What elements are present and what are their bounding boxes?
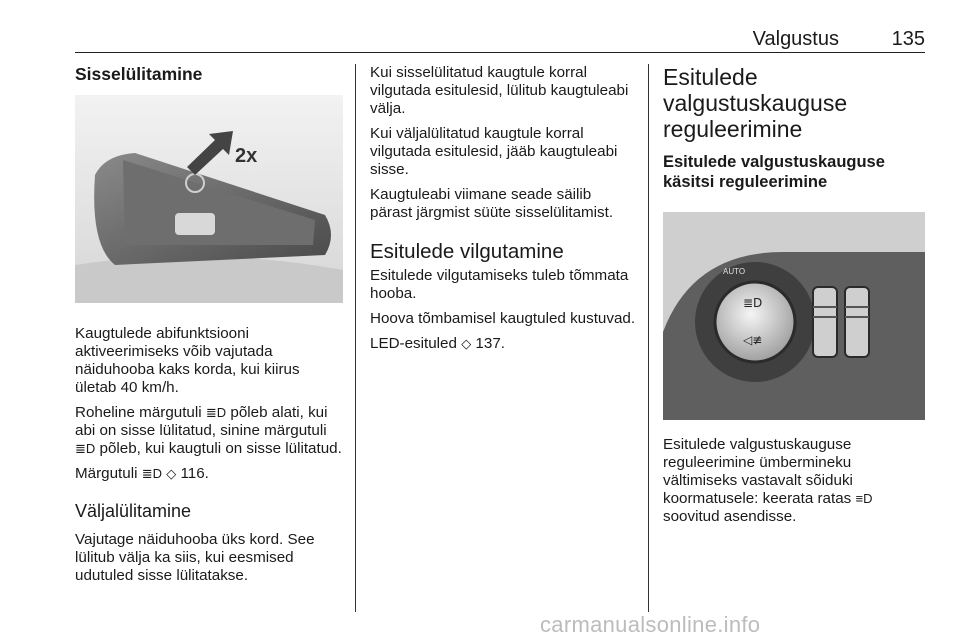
page-reference-icon: ◇ [166, 466, 177, 481]
column-3 [663, 64, 925, 533]
heading-valjalulitamine: Väljalülitamine [75, 501, 192, 521]
page-number: 135 [891, 28, 925, 50]
headlight-range-icon: ≡D [855, 491, 873, 506]
paragraph [75, 465, 343, 483]
paragraph: Kaugtuleabi viimane seade säilib pärast järgmist süüte sisselülitamist. [370, 186, 614, 221]
paragraph: Hoova tõmbamisel kaugtuled kustuvad. [370, 310, 636, 327]
high-beam-assist-icon: ≣D [141, 466, 162, 481]
text-run: põleb, kui kaugtuli on sisse lülitatud. [99, 440, 342, 457]
text-run: Märgutuli [75, 465, 138, 482]
paragraph [75, 404, 343, 458]
page-reference-icon: ◇ [461, 336, 472, 351]
text-run: 116. [180, 465, 209, 482]
text-run: 137. [475, 335, 505, 352]
column-1 [75, 64, 343, 592]
paragraph [370, 335, 636, 353]
text-run: Roheline märgutuli [75, 404, 202, 421]
high-beam-assist-icon: ≣D [205, 405, 227, 420]
column-2 [370, 64, 636, 360]
switch-auto-label: AUTO [723, 267, 746, 276]
light-switch-figure [663, 212, 925, 420]
heading-sisselulitamine: Sisselülitamine [75, 64, 203, 84]
text-run: Esitulede valgustuskauguse reguleerimine ümbermineku vältimiseks vastavalt sõiduki koormatusele: keerata ratas [663, 436, 853, 507]
paragraph: Kui väljalülitatud kaugtule korral vilgutada esitulesid, jääb kaugtuleabi sisse. [370, 125, 618, 178]
paragraph: Esitulede vilgutamiseks tuleb tõmmata hooba. [370, 267, 629, 302]
heading-valgustuskauguse-reguleerimine: Esitulede valgustuskauguse reguleerimine [663, 64, 848, 142]
text-run: soovitud asendisse. [663, 508, 797, 525]
text-run: LED-esituled [370, 335, 457, 352]
column-divider [355, 64, 356, 612]
watermark: carmanualsonline.info [540, 612, 761, 637]
paragraph: Kui sisselülitatud kaugtule korral vilgutada esitulesid, lülitub kaugtuleabi välja. [370, 64, 629, 117]
paragraph: Vajutage näiduhooba üks kord. See lülitub välja ka siis, kui eesmised udutuled sisse lülitatakse. [75, 531, 315, 584]
high-beam-icon: ≣D [75, 441, 96, 456]
section-title: Valgustus [752, 28, 839, 50]
stalk-figure [75, 95, 343, 303]
svg-text:≣D: ≣D [743, 296, 763, 310]
heading-esitulede-vilgutamine: Esitulede vilgutamine [370, 240, 564, 263]
svg-text:◁≢: ◁≢ [743, 333, 763, 347]
subheading-kasitsi: Esitulede valgustuskauguse käsitsi reguleerimine [663, 153, 885, 191]
column-divider [648, 64, 649, 612]
paragraph: Kaugtulede abifunktsiooni aktiveerimiseks võib vajutada näiduhooba kaks korda, kui kiirus ületab 40 km/h. [75, 325, 300, 396]
press-count-label: 2x [235, 145, 258, 167]
page-header [75, 26, 925, 53]
text-run: põleb alati, kui abi on sisse lülitatud, sinine märgutuli [75, 404, 328, 439]
paragraph [663, 436, 925, 526]
